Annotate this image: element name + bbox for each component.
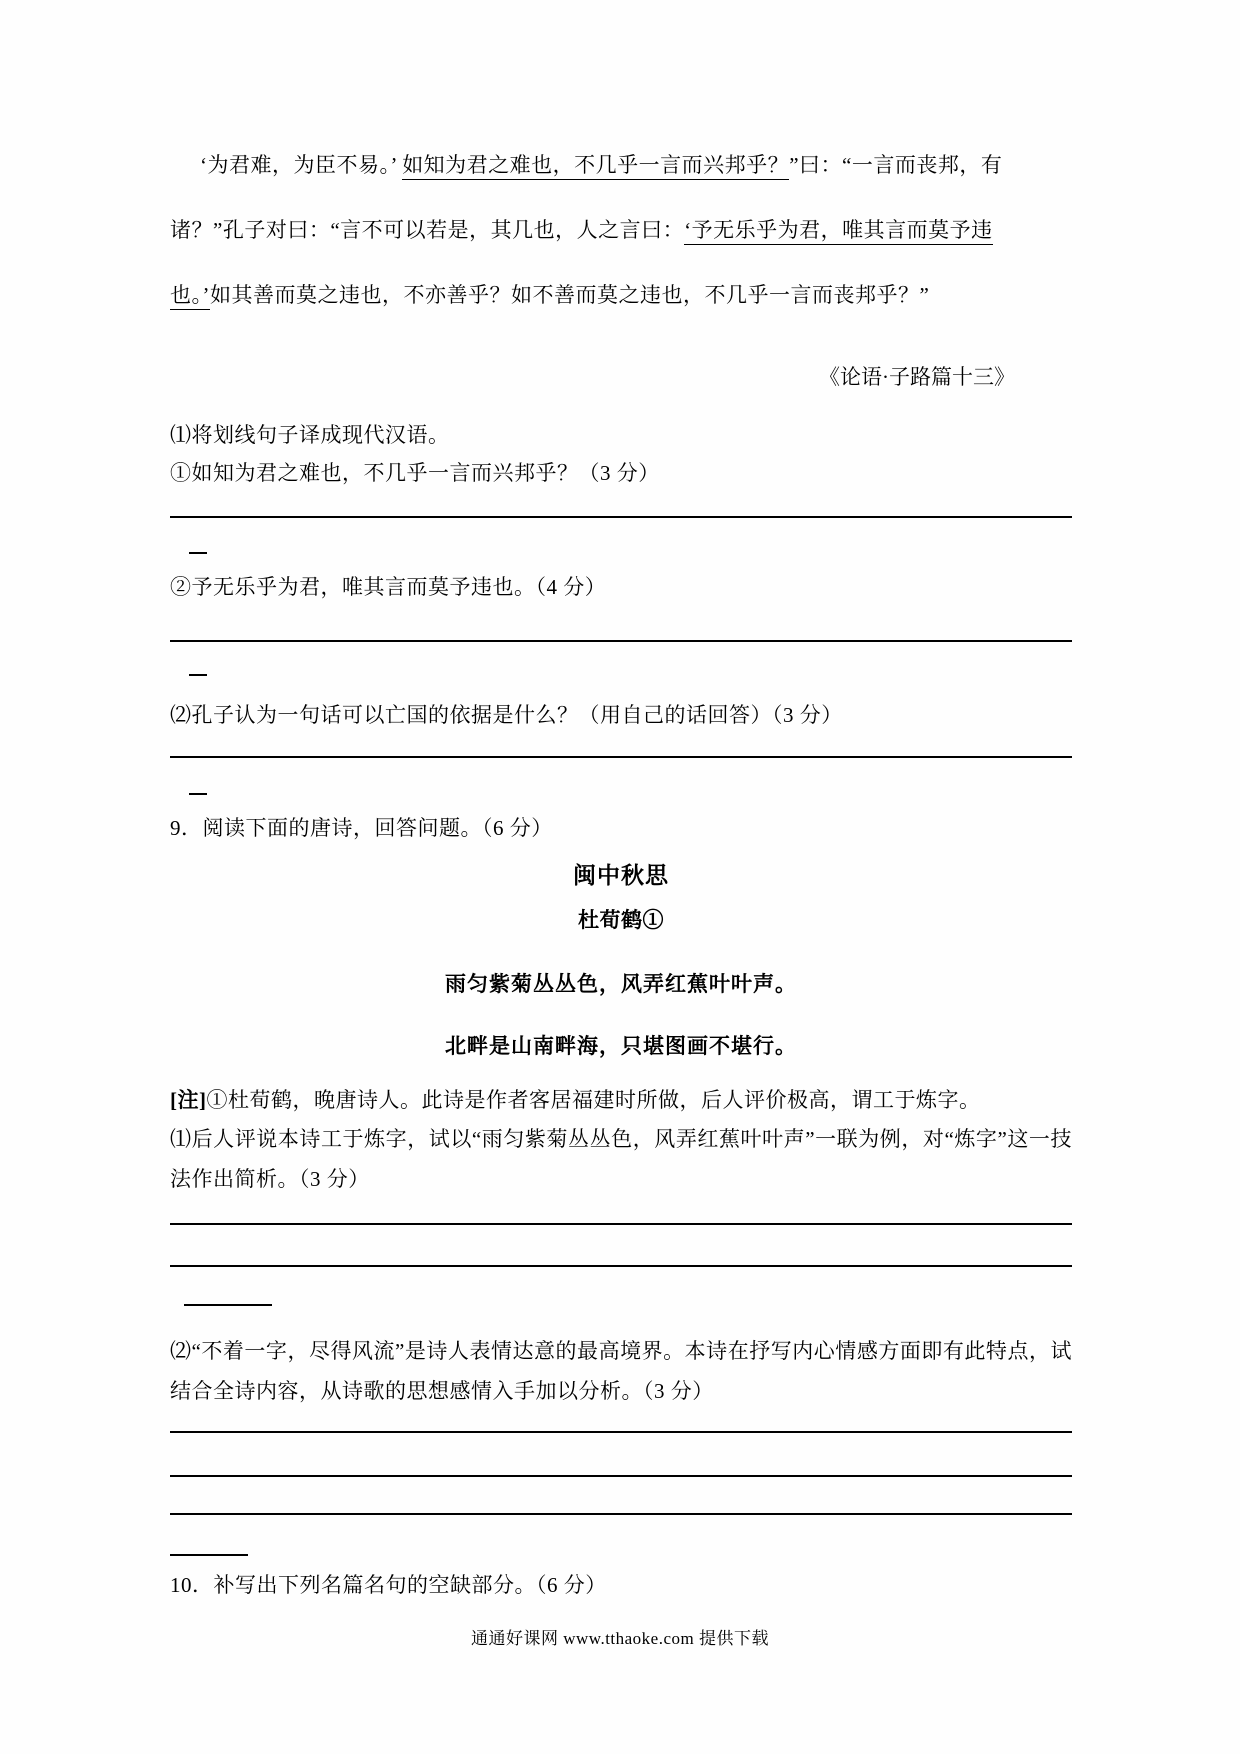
annotation-marker: [注] xyxy=(170,1088,207,1112)
poem-author: 杜荀鹤① xyxy=(578,908,664,932)
passage-text: 如其善而莫之违也，不亦善乎？如不善而莫之违也，不几乎一言而丧邦乎？” xyxy=(210,283,930,307)
poem-title: 闽中秋思 xyxy=(573,863,669,888)
answer-blank-line xyxy=(170,1265,1072,1267)
annotation-text: ①杜荀鹤，晚唐诗人。此诗是作者客居福建时所做，后人评价极高，谓工于炼字。 xyxy=(206,1088,981,1112)
passage-text: ”曰：“一言而丧邦，有 xyxy=(789,153,1003,177)
answer-blank-line xyxy=(170,1475,1072,1477)
passage-line-2 xyxy=(170,198,1072,263)
q9-header: 9．阅读下面的唐诗，回答问题。（6 分） xyxy=(170,816,553,840)
answer-blank-dash xyxy=(189,674,207,676)
q8-translation-sub2: ②予无乐乎为君，唯其言而莫予违也。（4 分） xyxy=(170,575,607,599)
answer-blank-line xyxy=(170,756,1072,758)
answer-blank-line xyxy=(170,1223,1072,1225)
q8-translation-sub1: ①如知为君之难也，不几乎一言而兴邦乎？（3 分） xyxy=(170,461,660,485)
page-footer-watermark: 通通好课网 www.tthaoke.com 提供下载 xyxy=(470,1629,770,1648)
poem-line-2: 北畔是山南畔海，只堪图画不堪行。 xyxy=(445,1034,797,1058)
passage-underlined-sentence-1: 如知为君之难也，不几乎一言而兴邦乎？ xyxy=(402,153,789,180)
page-content xyxy=(170,0,1072,1604)
q8-part2-question: ⑵孔子认为一句话可以亡国的依据是什么？（用自己的话回答）（3 分） xyxy=(170,703,843,727)
answer-blank-dash xyxy=(189,793,207,795)
passage-text: 诸？”孔子对曰：“言不可以若是，其几也，人之言曰： xyxy=(170,218,685,242)
passage-underlined-sentence-2-cont: 也。’ xyxy=(170,283,210,310)
poem-annotation xyxy=(170,1081,1072,1119)
answer-blank-line xyxy=(170,1431,1072,1433)
answer-blank-short-line xyxy=(170,1554,248,1556)
passage-text: ‘为君难，为臣不易。’ xyxy=(200,153,403,177)
q8-part1-instruction: ⑴将划线句子译成现代汉语。 xyxy=(170,423,450,447)
passage-line-3 xyxy=(170,263,1072,328)
q9-part1-question: ⑴后人评说本诗工于炼字，试以“雨匀紫菊丛丛色，风弄红蕉叶叶声”一联为例，对“炼字”这一技法作出简析。（3 分） xyxy=(170,1127,1072,1191)
answer-blank-line xyxy=(170,1513,1072,1515)
q9-part2-question: ⑵“不着一字，尽得风流”是诗人表情达意的最高境界。本诗在抒写内心情感方面即有此特点，试结合全诗内容，从诗歌的思想感情入手加以分析。（3 分） xyxy=(170,1339,1072,1403)
answer-blank-short-line xyxy=(184,1304,272,1306)
answer-blank-dash xyxy=(189,552,207,554)
passage-source-citation: 《论语·子路篇十三》 xyxy=(819,365,1015,389)
poem-block xyxy=(170,855,1072,1065)
answer-blank-line xyxy=(170,516,1072,518)
passage-underlined-sentence-2: ‘予无乐乎为君，唯其言而莫予违 xyxy=(684,218,993,245)
answer-blank-line xyxy=(170,640,1072,642)
q10-header: 10．补写出下列名篇名句的空缺部分。（6 分） xyxy=(170,1573,607,1597)
poem-line-1: 雨匀紫菊丛丛色，风弄红蕉叶叶声。 xyxy=(445,972,797,996)
passage-line-1 xyxy=(170,133,1072,198)
